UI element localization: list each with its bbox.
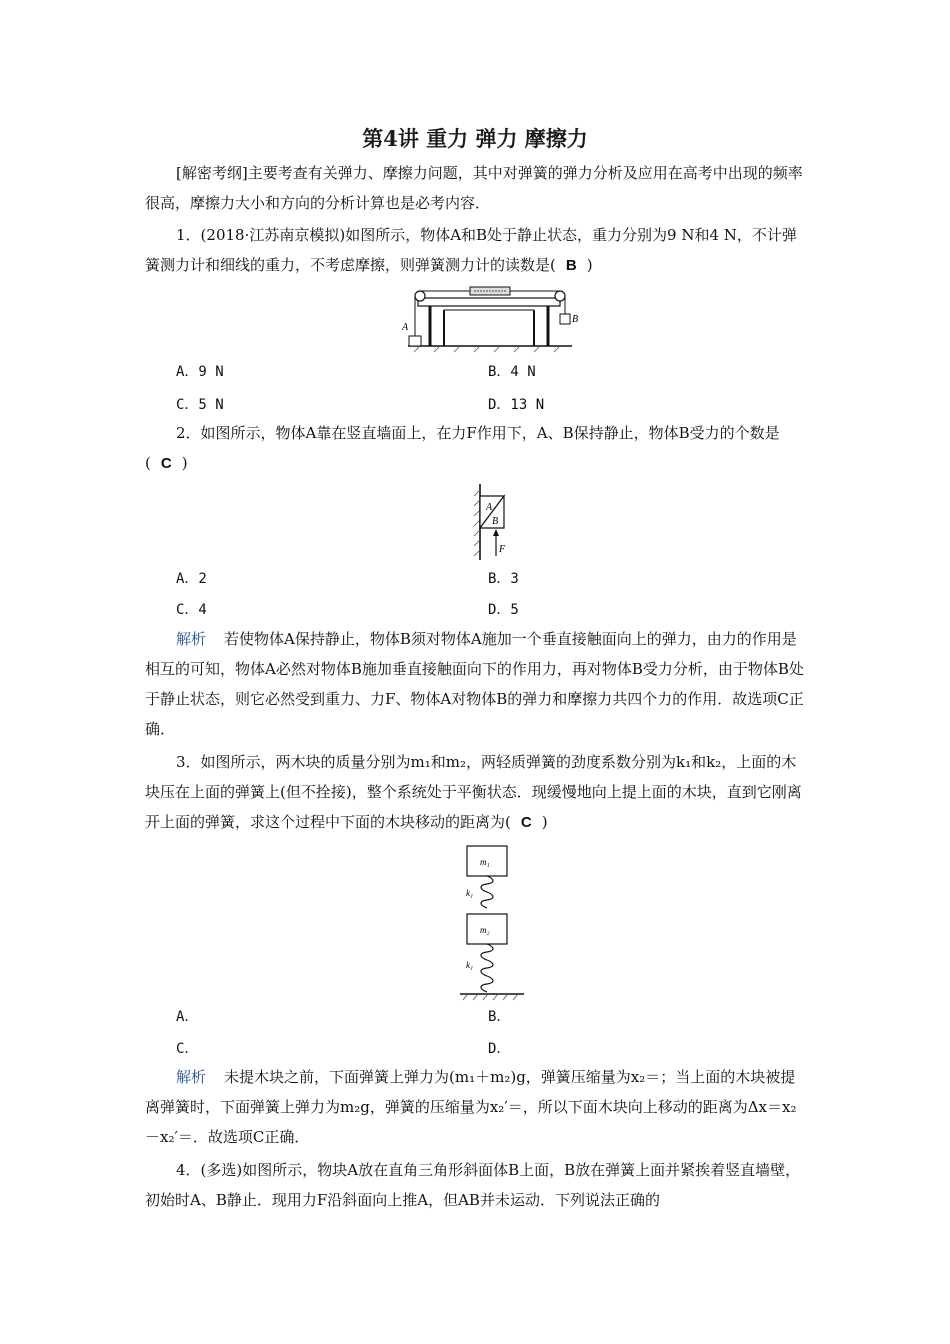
- q1-option-c: C．5 N: [176, 397, 224, 413]
- figure-label-a: A: [486, 502, 493, 513]
- question-1-stem: 1．(2018·江苏南京模拟)如图所示，物体A和B处于静止状态，重力分别为9 N和4 N，不计弹簧测力计和细线的重力，不考虑摩擦，则弹簧测力计的读数是(: [145, 226, 797, 274]
- figure-label-k2: k₁: [466, 960, 474, 970]
- analysis-text: 若使物体A保持静止，物体B须对物体A施加一个垂直接触面向上的弹力，由力的作用是相互的可知，物体A必然对物体B施加垂直接触面向下的作用力，再对物体B受力分析，由于物体B处于静止状态，则它必然受到重力、力F、物体A对物体B的弹力和摩擦力共四个力的作用．故选项C正确．: [145, 630, 804, 738]
- figure-label-f: F: [499, 544, 506, 555]
- question-2-stem: 2．如图所示，物体A靠在竖直墙面上，在力F作用下，A、B保持静止，物体B受力的个数是(: [145, 424, 780, 472]
- figure-label-m1: m₁: [480, 857, 490, 867]
- q3-option-b: B．: [488, 1009, 511, 1025]
- question-1-close: ): [586, 256, 593, 274]
- question-2-answer: C: [160, 455, 172, 472]
- figure-label-a: A: [402, 322, 409, 333]
- intro-paragraph: [解密考纲]主要考查有关弹力、摩擦力问题，其中对弹簧的弹力分析及应用在高考中出现的频率很高，摩擦力大小和方向的分析计算也是必考内容．: [145, 164, 803, 212]
- question-3-answer: C: [520, 814, 532, 831]
- question-2-analysis: [145, 624, 810, 744]
- q1-option-d: D．13 N: [488, 397, 545, 413]
- question-2-text: [145, 418, 810, 479]
- question-3-close: ): [541, 813, 548, 831]
- q3-option-c: C．: [176, 1041, 199, 1057]
- q1-option-b: B．4 N: [488, 364, 536, 380]
- question-1-answer: B: [565, 257, 577, 274]
- question-3-analysis: [145, 1062, 810, 1152]
- question-2-close: ): [181, 454, 188, 472]
- analysis-text: 未提木块之前，下面弹簧上弹力为(m₁＋m₂)g，弹簧压缩量为x₂＝；当上面的木块被提离弹簧时，下面弹簧上弹力为m₂g，弹簧的压缩量为x₂′＝，所以下面木块向上移动的距离为Δx＝x₂－x₂′＝．故选项C正确．: [145, 1068, 797, 1146]
- figure-wall-blocks: [470, 482, 520, 562]
- figure-label-k1: k₁: [466, 888, 474, 898]
- figure-label-m2: m₂: [480, 925, 490, 935]
- question-3-stem: 3．如图所示，两木块的质量分别为m₁和m₂，两轻质弹簧的劲度系数分别为k₁和k₂，上面的木块压在上面的弹簧上(但不拴接)，整个系统处于平衡状态．现缓慢地向上提上面的木块，直到它刚离开上面的弹簧，求这个过程中下面的木块移动的距离为(: [145, 753, 802, 831]
- q2-option-d: D．5: [488, 602, 519, 618]
- question-3-text: [145, 747, 810, 838]
- q1-option-a: A．9 N: [176, 364, 224, 380]
- question-1-text: [145, 220, 810, 281]
- q2-option-a: A．2: [176, 571, 207, 587]
- q3-option-d: D．: [488, 1041, 511, 1057]
- q2-option-c: C．4: [176, 602, 207, 618]
- page-title: 第4讲 重力 弹力 摩擦力: [362, 126, 588, 151]
- analysis-label: 解析: [176, 1068, 207, 1086]
- analysis-label: 解析: [176, 630, 207, 648]
- figure-two-springs: [458, 844, 528, 1004]
- figure-spring-scale-table: [400, 284, 580, 354]
- figure-label-b: B: [572, 314, 579, 325]
- q3-option-a: A．: [176, 1009, 199, 1025]
- figure-label-b: B: [492, 516, 499, 527]
- q2-option-b: B．3: [488, 571, 519, 587]
- question-4-text: 4．(多选)如图所示，物块A放在直角三角形斜面体B上面，B放在弹簧上面并紧挨着竖直墙壁，初始时A、B静止．现用力F沿斜面向上推A，但AB并未运动．下列说法正确的: [145, 1161, 801, 1209]
